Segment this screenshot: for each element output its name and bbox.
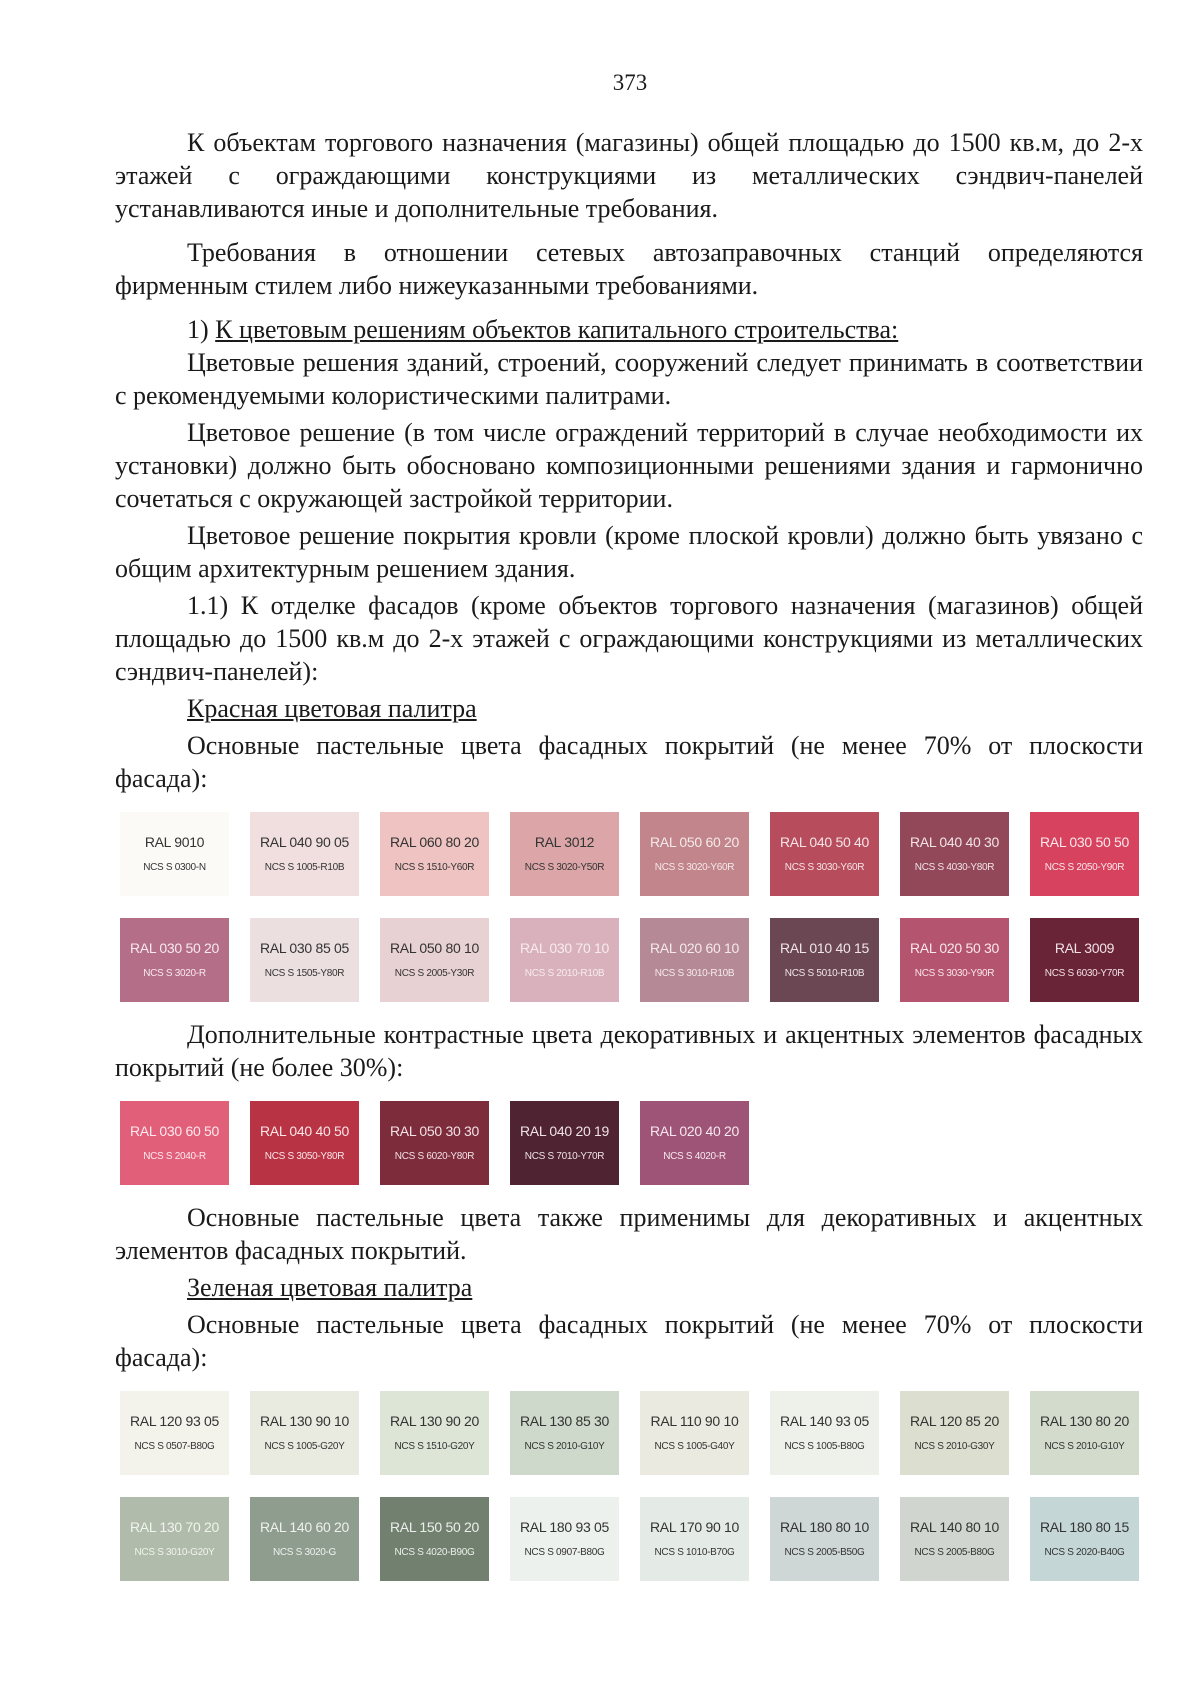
color-swatch xyxy=(510,1497,619,1581)
color-swatch xyxy=(640,1497,749,1581)
swatch-ncs-code: NCS S 3030-Y60R xyxy=(784,862,865,873)
color-swatch xyxy=(510,1101,619,1185)
color-swatch xyxy=(250,1101,359,1185)
section-heading-color-solutions xyxy=(115,313,1143,346)
swatch-ncs-code: NCS S 3010-R10B xyxy=(654,968,735,979)
swatch-ncs-code: NCS S 6020-Y80R xyxy=(394,1151,475,1162)
swatch-ral-code: RAL 180 80 10 xyxy=(780,1519,869,1535)
swatch-ncs-code: NCS S 3020-G xyxy=(272,1547,337,1558)
swatch-ncs-code: NCS S 6030-Y70R xyxy=(1044,968,1125,979)
swatch-ncs-code: NCS S 2050-Y90R xyxy=(1044,862,1125,873)
swatch-ncs-code: NCS S 3020-R xyxy=(143,968,206,979)
red-palette-heading: Красная цветовая палитра xyxy=(187,694,477,723)
swatch-ral-code: RAL 030 70 10 xyxy=(520,940,609,956)
color-swatch xyxy=(640,918,749,1002)
green-main-colors-text: Основные пастельные цвета фасадных покрытий (не менее 70% от плоскости фасада): xyxy=(115,1310,1143,1372)
section-title: К цветовым решениям объектов капитального строительства: xyxy=(215,315,899,344)
swatch-ral-code: RAL 140 93 05 xyxy=(780,1413,869,1429)
swatch-ral-code: RAL 030 85 05 xyxy=(260,940,349,956)
swatch-ncs-code: NCS S 3050-Y80R xyxy=(264,1151,345,1162)
color-swatch xyxy=(770,1497,879,1581)
color-swatch xyxy=(1030,1391,1139,1475)
swatch-ral-code: RAL 3009 xyxy=(1054,940,1115,956)
color-swatch xyxy=(900,1497,1009,1581)
swatch-ncs-code: NCS S 2010-G10Y xyxy=(524,1441,605,1452)
swatch-ral-code: RAL 040 40 30 xyxy=(910,834,999,850)
color-swatch xyxy=(770,918,879,1002)
color-swatch xyxy=(640,812,749,896)
color-swatch xyxy=(120,918,229,1002)
swatch-ral-code: RAL 020 40 20 xyxy=(650,1123,739,1139)
swatch-ncs-code: NCS S 3010-G20Y xyxy=(134,1547,215,1558)
swatch-ral-code: RAL 120 85 20 xyxy=(910,1413,999,1429)
swatch-ncs-code: NCS S 2010-G10Y xyxy=(1044,1441,1125,1452)
swatch-ral-code: RAL 120 93 05 xyxy=(130,1413,219,1429)
paragraph-color-composition: Цветовое решение (в том числе ограждений территорий в случае необходимости их установки) должно быть обосновано композиционными решениями здания и гармонично сочетаться с окружающей застройкой территории. xyxy=(115,418,1143,513)
swatch-ral-code: RAL 040 50 40 xyxy=(780,834,869,850)
swatch-ncs-code: NCS S 1005-G20Y xyxy=(264,1441,345,1452)
swatch-ncs-code: NCS S 1005-B80G xyxy=(784,1441,865,1452)
swatch-ncs-code: NCS S 3030-Y90R xyxy=(914,968,995,979)
swatch-ncs-code: NCS S 1510-G20Y xyxy=(394,1441,475,1452)
color-swatch xyxy=(380,812,489,896)
red-main-colors-text: Основные пастельные цвета фасадных покрытий (не менее 70% от плоскости фасада): xyxy=(115,731,1143,793)
color-swatch xyxy=(120,812,229,896)
swatch-ral-code: RAL 130 90 10 xyxy=(260,1413,349,1429)
color-swatch xyxy=(900,918,1009,1002)
color-swatch xyxy=(900,1391,1009,1475)
swatch-ncs-code: NCS S 7010-Y70R xyxy=(524,1151,605,1162)
color-swatch xyxy=(770,812,879,896)
swatch-ncs-code: NCS S 1505-Y80R xyxy=(264,968,345,979)
swatch-ncs-code: NCS S 2040-R xyxy=(143,1151,206,1162)
section-number: 1) xyxy=(187,315,209,344)
swatch-ncs-code: NCS S 2005-Y30R xyxy=(394,968,475,979)
swatch-ral-code: RAL 020 50 30 xyxy=(910,940,999,956)
color-swatch xyxy=(250,918,359,1002)
swatch-ncs-code: NCS S 2010-R10B xyxy=(524,968,605,979)
swatch-ral-code: RAL 050 60 20 xyxy=(650,834,739,850)
color-swatch xyxy=(250,1391,359,1475)
page-content xyxy=(115,126,1143,1597)
paragraph-roof-color: Цветовое решение покрытия кровли (кроме плоской кровли) должно быть увязано с общим архитектурным решением здания. xyxy=(115,521,1143,583)
swatch-ncs-code: NCS S 3020-Y50R xyxy=(524,862,605,873)
color-swatch xyxy=(380,918,489,1002)
swatch-ncs-code: NCS S 2005-B80G xyxy=(914,1547,995,1558)
color-swatch xyxy=(1030,918,1139,1002)
color-swatch xyxy=(770,1391,879,1475)
swatch-ncs-code: NCS S 1005-G40Y xyxy=(654,1441,735,1452)
color-swatch xyxy=(120,1101,229,1185)
swatch-ncs-code: NCS S 3020-Y60R xyxy=(654,862,735,873)
swatch-ral-code: RAL 060 80 20 xyxy=(390,834,479,850)
swatch-ral-code: RAL 140 80 10 xyxy=(910,1519,999,1535)
color-swatch xyxy=(250,1497,359,1581)
swatch-ral-code: RAL 030 50 20 xyxy=(130,940,219,956)
paragraph-shops: К объектам торгового назначения (магазины) общей площадью до 1500 кв.м, до 2-х этажей с ограждающими конструкциями из металлических сэндвич-панелей устанавливаются иные и дополнительные требования. xyxy=(115,128,1143,223)
swatch-ral-code: RAL 3012 xyxy=(534,834,595,850)
swatch-ncs-code: NCS S 2005-B50G xyxy=(784,1547,865,1558)
color-swatch xyxy=(380,1497,489,1581)
swatch-ral-code: RAL 030 50 50 xyxy=(1040,834,1129,850)
swatch-ral-code: RAL 050 80 10 xyxy=(390,940,479,956)
red-extra-colors-text: Дополнительные контрастные цвета декоративных и акцентных элементов фасадных покрытий (не более 30%): xyxy=(115,1020,1143,1082)
swatch-ncs-code: NCS S 1010-B70G xyxy=(654,1547,735,1558)
swatch-ral-code: RAL 030 60 50 xyxy=(130,1123,219,1139)
color-swatch xyxy=(900,812,1009,896)
red-main-palette-grid xyxy=(120,812,1143,1002)
red-palette-note: Основные пастельные цвета также применимы для декоративных и акцентных элементов фасадных покрытий. xyxy=(115,1203,1143,1265)
color-swatch xyxy=(1030,812,1139,896)
swatch-ncs-code: NCS S 5010-R10B xyxy=(784,968,865,979)
swatch-ral-code: RAL 130 90 20 xyxy=(390,1413,479,1429)
swatch-ncs-code: NCS S 4020-B90G xyxy=(394,1547,475,1558)
swatch-ncs-code: NCS S 1510-Y60R xyxy=(394,862,475,873)
red-extra-palette-grid xyxy=(120,1101,1143,1185)
color-swatch xyxy=(120,1391,229,1475)
swatch-ral-code: RAL 110 90 10 xyxy=(650,1413,739,1429)
color-swatch xyxy=(120,1497,229,1581)
page-number: 373 xyxy=(612,70,648,95)
swatch-ral-code: RAL 130 80 20 xyxy=(1040,1413,1129,1429)
swatch-ncs-code: NCS S 2010-G30Y xyxy=(914,1441,995,1452)
paragraph-color-palettes: Цветовые решения зданий, строений, сооружений следует принимать в соответствии с рекомендуемыми колористическими палитрами. xyxy=(115,348,1143,410)
swatch-ncs-code: NCS S 0907-B80G xyxy=(524,1547,605,1558)
swatch-ral-code: RAL 020 60 10 xyxy=(650,940,739,956)
swatch-ral-code: RAL 050 30 30 xyxy=(390,1123,479,1139)
paragraph-gas-stations: Требования в отношении сетевых автозаправочных станций определяются фирменным стилем либо нижеуказанными требованиями. xyxy=(115,238,1143,300)
paragraph-facade-finishing: 1.1) К отделке фасадов (кроме объектов торгового назначения (магазинов) общей площадью до 1500 кв.м до 2-х этажей с ограждающими конструкциями из металлических сэндвич-панелей): xyxy=(115,591,1143,686)
swatch-ncs-code: NCS S 0300-N xyxy=(143,862,206,873)
swatch-ncs-code: NCS S 2020-B40G xyxy=(1044,1547,1125,1558)
color-swatch xyxy=(380,1391,489,1475)
color-swatch xyxy=(380,1101,489,1185)
swatch-ncs-code: NCS S 1005-R10B xyxy=(264,862,345,873)
swatch-ral-code: RAL 010 40 15 xyxy=(780,940,869,956)
swatch-ral-code: RAL 140 60 20 xyxy=(260,1519,349,1535)
swatch-ral-code: RAL 9010 xyxy=(144,834,205,850)
swatch-ral-code: RAL 040 40 50 xyxy=(260,1123,349,1139)
swatch-ral-code: RAL 040 20 19 xyxy=(520,1123,609,1139)
color-swatch xyxy=(510,1391,619,1475)
swatch-ncs-code: NCS S 4020-R xyxy=(663,1151,726,1162)
green-palette-heading: Зеленая цветовая палитра xyxy=(187,1273,473,1302)
swatch-ncs-code: NCS S 0507-B80G xyxy=(134,1441,215,1452)
color-swatch xyxy=(250,812,359,896)
color-swatch xyxy=(640,1391,749,1475)
swatch-ral-code: RAL 170 90 10 xyxy=(650,1519,739,1535)
swatch-ral-code: RAL 040 90 05 xyxy=(260,834,349,850)
swatch-ncs-code: NCS S 4030-Y80R xyxy=(914,862,995,873)
swatch-ral-code: RAL 180 93 05 xyxy=(520,1519,609,1535)
swatch-ral-code: RAL 150 50 20 xyxy=(390,1519,479,1535)
swatch-ral-code: RAL 130 85 30 xyxy=(520,1413,609,1429)
color-swatch xyxy=(1030,1497,1139,1581)
swatch-ral-code: RAL 180 80 15 xyxy=(1040,1519,1129,1535)
color-swatch xyxy=(510,918,619,1002)
green-main-palette-grid xyxy=(120,1391,1143,1581)
color-swatch xyxy=(510,812,619,896)
swatch-ral-code: RAL 130 70 20 xyxy=(130,1519,219,1535)
color-swatch xyxy=(640,1101,749,1185)
